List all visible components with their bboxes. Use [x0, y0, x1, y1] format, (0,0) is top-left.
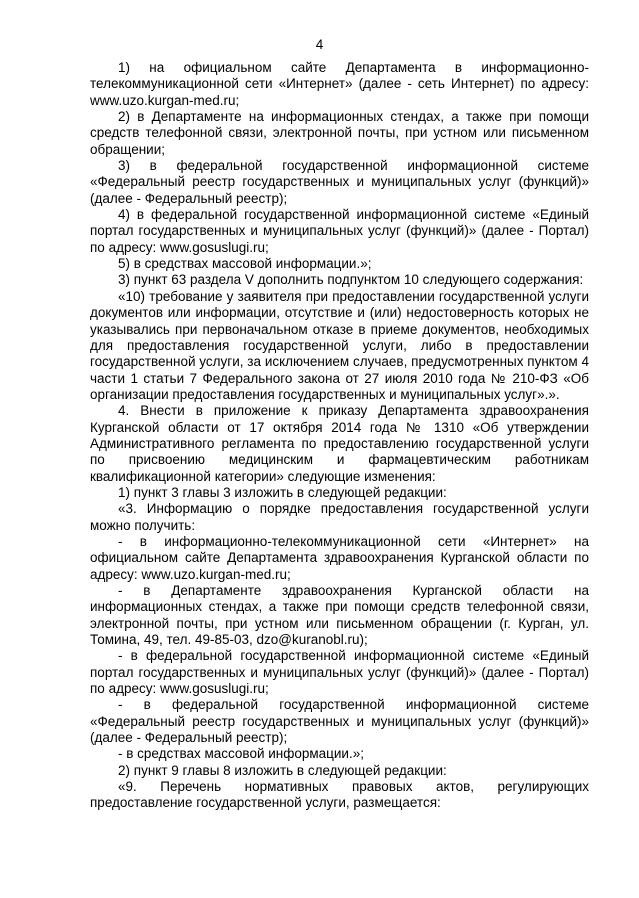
paragraph: - в федеральной государственной информационной системе «Федеральный реестр государственных и муниципальных услуг (функций)» (далее - Федеральный реестр);	[90, 697, 589, 746]
paragraph: - в Департаменте здравоохранения Курганской области на информационных стендах, а также при помощи средств телефонной связи, электронной почты, при устном или письменном обращении (г. Курган, ул. Томина, 49, тел. 49-85-03, dzo@kuranobl.ru);	[90, 583, 589, 648]
paragraph: 2) пункт 9 главы 8 изложить в следующей редакции:	[118, 762, 447, 778]
paragraph: «3. Информацию о порядке предоставления государственной услуги можно получить:	[90, 501, 589, 533]
paragraph: 1) пункт 3 главы 3 изложить в следующей редакции:	[118, 484, 447, 500]
paragraph: - в информационно-телекоммуникационной сети «Интернет» на официальном сайте Департамента здравоохранения Курганской области по адресу: www.uzo.kurgan-med.ru;	[90, 533, 589, 582]
paragraph: 4. Внести в приложение к приказу Департамента здравоохранения Курганской области от 17 октября 2014 года № 1310 «Об утверждении Административного регламента по предоставлению государственной услуги по присвоению медицинским и фармацевтическим работникам квалификационной категории» следующие изменения:	[90, 403, 589, 484]
paragraph: 1) на официальном сайте Департамента в информационно-телекоммуникационной сети «Интернет» (далее - сеть Интернет) по адресу: www.uzo.kurgan-med.ru;	[90, 60, 589, 108]
paragraph: «10) требование у заявителя при предоставлении государственной услуги документов или информации, отсутствие и (или) недостоверность которых не указывались при первоначальном отказе в приеме документов, необходимых для предоставления государственной услуги, либо в предоставлении государственной услуги, за исключением случаев, предусмотренных пунктом 4 части 1 статьи 7 Федерального закона от 27 июля 2010 года № 210-ФЗ «Об организации предоставления государственных и муниципальных услуг».».	[90, 288, 589, 402]
paragraph: «9. Перечень нормативных правовых актов, регулирующих предоставление государственной услуги, размещается:	[90, 779, 589, 811]
paragraph: 5) в средствах массовой информации.»;	[118, 256, 372, 272]
paragraph: 3) в федеральной государственной информационной системе «Федеральный реестр государственных и муниципальных услуг (функций)» (далее - Федеральный реестр);	[90, 158, 589, 206]
document-body	[90, 60, 589, 812]
paragraph: 2) в Департаменте на информационных стендах, а также при помощи средств телефонной связи, электронной почты, при устном или письменном обращении;	[90, 109, 589, 157]
paragraph: 4) в федеральной государственной информационной системе «Единый портал государственных и муниципальных услуг (функций)» (далее - Портал) по адресу: www.gosuslugi.ru;	[90, 207, 589, 255]
paragraph: - в средствах массовой информации.»;	[118, 746, 364, 762]
page-number: 4	[315, 37, 324, 52]
paragraph: - в федеральной государственной информационной системе «Единый портал государственных и муниципальных услуг (функций)» (далее - Портал) по адресу: www.gosuslugi.ru;	[90, 648, 589, 697]
paragraph: 3) пункт 63 раздела V дополнить подпунктом 10 следующего содержания:	[118, 272, 584, 288]
